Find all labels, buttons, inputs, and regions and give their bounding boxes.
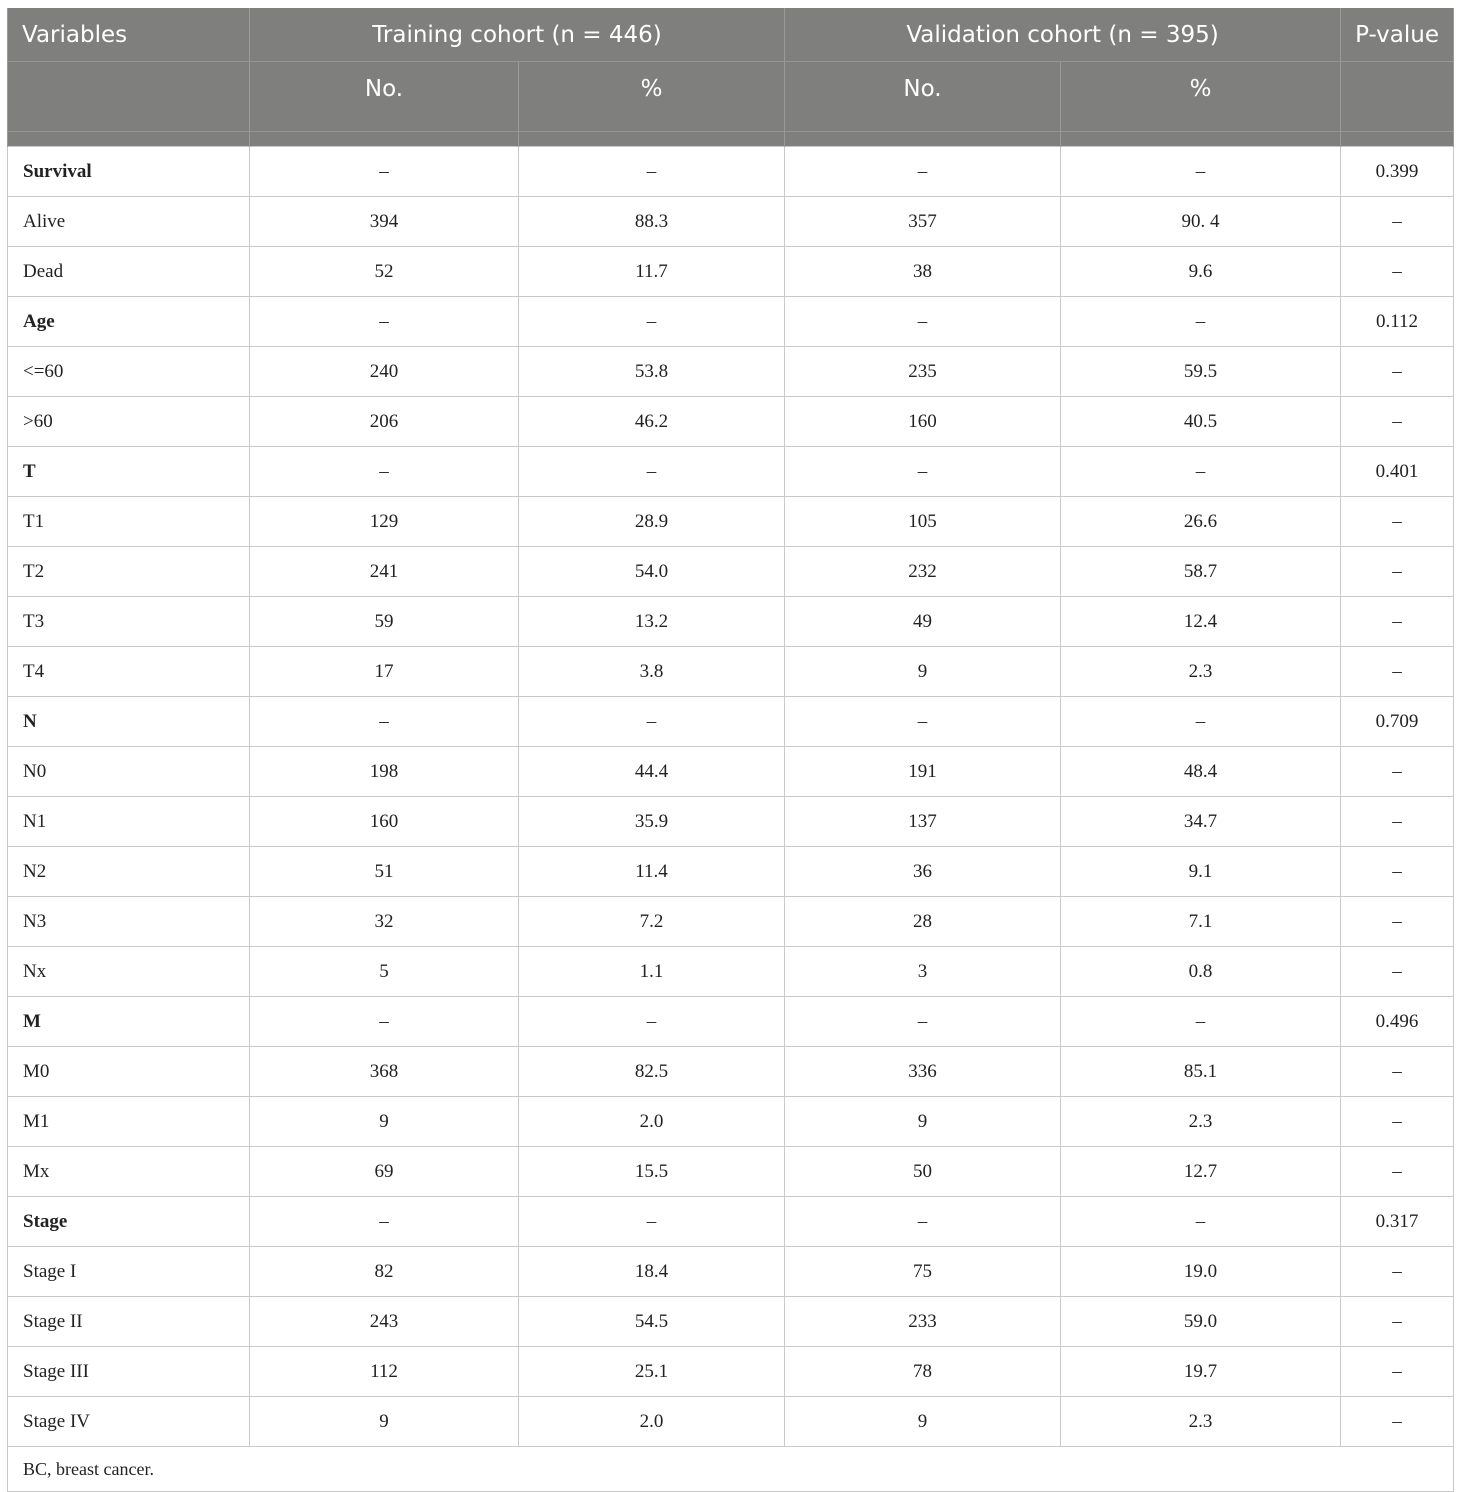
header-spacer	[1341, 132, 1454, 147]
cell-training-no: –	[250, 1197, 519, 1247]
cell-training-pct: –	[519, 997, 785, 1047]
cell-validation-no: 357	[785, 197, 1061, 247]
cell-validation-no: 9	[785, 1397, 1061, 1447]
cell-p-value: –	[1341, 597, 1454, 647]
cell-validation-no: 233	[785, 1297, 1061, 1347]
cell-validation-pct: 58.7	[1061, 547, 1341, 597]
cell-validation-pct: 12.4	[1061, 597, 1341, 647]
cell-p-value: –	[1341, 797, 1454, 847]
cell-validation-pct: 48.4	[1061, 747, 1341, 797]
cell-training-no: –	[250, 147, 519, 197]
cell-p-value: 0.112	[1341, 297, 1454, 347]
cell-training-pct: 82.5	[519, 1047, 785, 1097]
cell-validation-no: –	[785, 1197, 1061, 1247]
table-row	[8, 1297, 1454, 1347]
cell-training-no: 9	[250, 1097, 519, 1147]
header-spacer	[1061, 132, 1341, 147]
row-variable: Stage III	[8, 1347, 250, 1397]
cell-p-value: –	[1341, 547, 1454, 597]
cell-p-value: 0.496	[1341, 997, 1454, 1047]
cell-p-value: –	[1341, 247, 1454, 297]
cell-validation-no: –	[785, 697, 1061, 747]
cell-validation-pct: 7.1	[1061, 897, 1341, 947]
cell-validation-pct: 26.6	[1061, 497, 1341, 547]
row-variable: N0	[8, 747, 250, 797]
cell-validation-pct: –	[1061, 1197, 1341, 1247]
cell-training-pct: 54.5	[519, 1297, 785, 1347]
cell-validation-pct: 34.7	[1061, 797, 1341, 847]
header-validation-pct: %	[1061, 62, 1341, 132]
cell-training-pct: 18.4	[519, 1247, 785, 1297]
row-variable: T4	[8, 647, 250, 697]
cell-validation-no: 78	[785, 1347, 1061, 1397]
cell-training-no: 394	[250, 197, 519, 247]
table-row	[8, 447, 1454, 497]
cell-training-no: 241	[250, 547, 519, 597]
header-training-no: No.	[250, 62, 519, 132]
cell-training-no: 160	[250, 797, 519, 847]
table-row	[8, 1397, 1454, 1447]
cell-validation-pct: 12.7	[1061, 1147, 1341, 1197]
cell-p-value: –	[1341, 1097, 1454, 1147]
table-row	[8, 997, 1454, 1047]
row-variable: Mx	[8, 1147, 250, 1197]
table-row	[8, 297, 1454, 347]
cell-training-no: 51	[250, 847, 519, 897]
row-variable: T	[8, 447, 250, 497]
header-training-pct: %	[519, 62, 785, 132]
cell-validation-no: 9	[785, 647, 1061, 697]
row-variable: <=60	[8, 347, 250, 397]
cell-training-no: 17	[250, 647, 519, 697]
cell-training-pct: 11.7	[519, 247, 785, 297]
header-variables: Variables	[8, 8, 250, 62]
header-p-value: P-value	[1341, 8, 1454, 62]
cell-p-value: –	[1341, 747, 1454, 797]
cell-p-value: 0.317	[1341, 1197, 1454, 1247]
table-row	[8, 647, 1454, 697]
table-row	[8, 1347, 1454, 1397]
table-row	[8, 547, 1454, 597]
cell-p-value: –	[1341, 1397, 1454, 1447]
cell-training-pct: 25.1	[519, 1347, 785, 1397]
row-variable: Stage IV	[8, 1397, 250, 1447]
cell-training-no: 206	[250, 397, 519, 447]
table-row	[8, 347, 1454, 397]
cell-training-no: 129	[250, 497, 519, 547]
table-row	[8, 697, 1454, 747]
header-validation-no: No.	[785, 62, 1061, 132]
cell-validation-no: 137	[785, 797, 1061, 847]
cell-training-pct: 11.4	[519, 847, 785, 897]
row-variable: Nx	[8, 947, 250, 997]
row-variable: T3	[8, 597, 250, 647]
table-row	[8, 1097, 1454, 1147]
row-variable: M	[8, 997, 250, 1047]
cell-validation-pct: –	[1061, 447, 1341, 497]
cell-training-pct: 46.2	[519, 397, 785, 447]
cohort-characteristics-table	[7, 8, 1454, 1492]
cell-validation-pct: 19.7	[1061, 1347, 1341, 1397]
table-body	[8, 147, 1454, 1447]
cell-validation-pct: 2.3	[1061, 647, 1341, 697]
cell-validation-no: 49	[785, 597, 1061, 647]
cell-p-value: –	[1341, 1247, 1454, 1297]
cell-training-no: 112	[250, 1347, 519, 1397]
row-variable: Stage II	[8, 1297, 250, 1347]
cell-p-value: –	[1341, 1047, 1454, 1097]
cell-training-no: –	[250, 297, 519, 347]
row-variable: M0	[8, 1047, 250, 1097]
cell-validation-no: 75	[785, 1247, 1061, 1297]
cell-validation-pct: –	[1061, 697, 1341, 747]
cell-training-pct: –	[519, 447, 785, 497]
cell-validation-pct: –	[1061, 297, 1341, 347]
table-row	[8, 197, 1454, 247]
table-row	[8, 847, 1454, 897]
header-spacer	[250, 132, 519, 147]
cell-validation-pct: 9.1	[1061, 847, 1341, 897]
cell-validation-pct: 59.0	[1061, 1297, 1341, 1347]
cell-training-no: 52	[250, 247, 519, 297]
table-row	[8, 247, 1454, 297]
cell-training-pct: 2.0	[519, 1397, 785, 1447]
cell-validation-no: 9	[785, 1097, 1061, 1147]
cell-training-pct: 53.8	[519, 347, 785, 397]
cell-validation-no: 105	[785, 497, 1061, 547]
cell-validation-no: 38	[785, 247, 1061, 297]
cell-p-value: –	[1341, 497, 1454, 547]
header-spacer	[785, 132, 1061, 147]
row-variable: N2	[8, 847, 250, 897]
table-row	[8, 1047, 1454, 1097]
cell-training-no: 9	[250, 1397, 519, 1447]
table-row	[8, 1197, 1454, 1247]
cell-training-no: –	[250, 697, 519, 747]
cell-validation-no: 50	[785, 1147, 1061, 1197]
table-row	[8, 497, 1454, 547]
cell-validation-no: 336	[785, 1047, 1061, 1097]
cell-validation-pct: 40.5	[1061, 397, 1341, 447]
header-spacer	[519, 132, 785, 147]
cell-p-value: –	[1341, 1347, 1454, 1397]
table-row	[8, 797, 1454, 847]
table-row	[8, 947, 1454, 997]
table-row	[8, 897, 1454, 947]
row-variable: Dead	[8, 247, 250, 297]
cell-validation-pct: 2.3	[1061, 1397, 1341, 1447]
row-variable: Age	[8, 297, 250, 347]
table-row	[8, 397, 1454, 447]
table-footnote: BC, breast cancer.	[8, 1447, 1454, 1492]
cell-p-value: –	[1341, 897, 1454, 947]
cell-training-pct: 7.2	[519, 897, 785, 947]
cell-p-value: 0.401	[1341, 447, 1454, 497]
row-variable: N3	[8, 897, 250, 947]
table-row	[8, 1247, 1454, 1297]
cohort-table-container	[7, 8, 1453, 1492]
cell-p-value: –	[1341, 947, 1454, 997]
cell-training-no: 82	[250, 1247, 519, 1297]
cell-training-pct: 2.0	[519, 1097, 785, 1147]
row-variable: N1	[8, 797, 250, 847]
cell-training-pct: 44.4	[519, 747, 785, 797]
cell-validation-no: 36	[785, 847, 1061, 897]
cell-training-no: 59	[250, 597, 519, 647]
cell-validation-no: 235	[785, 347, 1061, 397]
cell-training-pct: –	[519, 697, 785, 747]
cell-training-pct: –	[519, 147, 785, 197]
header-validation-cohort: Validation cohort (n = 395)	[785, 8, 1341, 62]
cell-validation-no: –	[785, 447, 1061, 497]
row-variable: Stage	[8, 1197, 250, 1247]
row-variable: N	[8, 697, 250, 747]
cell-p-value: –	[1341, 1297, 1454, 1347]
cell-training-pct: 88.3	[519, 197, 785, 247]
cell-training-pct: 35.9	[519, 797, 785, 847]
cell-training-pct: 3.8	[519, 647, 785, 697]
cell-training-no: 368	[250, 1047, 519, 1097]
cell-training-pct: 15.5	[519, 1147, 785, 1197]
cell-validation-no: 160	[785, 397, 1061, 447]
row-variable: T1	[8, 497, 250, 547]
table-header	[8, 8, 1454, 147]
cell-training-no: 240	[250, 347, 519, 397]
row-variable: >60	[8, 397, 250, 447]
row-variable: Stage I	[8, 1247, 250, 1297]
cell-validation-pct: 59.5	[1061, 347, 1341, 397]
header-empty	[1341, 62, 1454, 132]
row-variable: M1	[8, 1097, 250, 1147]
cell-p-value: –	[1341, 347, 1454, 397]
cell-training-pct: 54.0	[519, 547, 785, 597]
cell-validation-pct: 0.8	[1061, 947, 1341, 997]
cell-p-value: –	[1341, 397, 1454, 447]
cell-validation-no: 3	[785, 947, 1061, 997]
cell-validation-pct: –	[1061, 997, 1341, 1047]
cell-training-pct: –	[519, 1197, 785, 1247]
cell-validation-no: 191	[785, 747, 1061, 797]
cell-validation-no: 232	[785, 547, 1061, 597]
cell-validation-pct: 85.1	[1061, 1047, 1341, 1097]
cell-training-no: 243	[250, 1297, 519, 1347]
cell-training-no: –	[250, 997, 519, 1047]
table-row	[8, 597, 1454, 647]
cell-training-pct: 28.9	[519, 497, 785, 547]
header-empty	[8, 62, 250, 132]
cell-p-value: –	[1341, 1147, 1454, 1197]
cell-validation-no: –	[785, 997, 1061, 1047]
cell-training-pct: –	[519, 297, 785, 347]
table-row	[8, 747, 1454, 797]
cell-validation-pct: –	[1061, 147, 1341, 197]
table-row	[8, 1147, 1454, 1197]
row-variable: T2	[8, 547, 250, 597]
cell-p-value: –	[1341, 197, 1454, 247]
cell-training-no: –	[250, 447, 519, 497]
cell-p-value: –	[1341, 647, 1454, 697]
cell-p-value: 0.399	[1341, 147, 1454, 197]
header-spacer	[8, 132, 250, 147]
cell-validation-no: –	[785, 297, 1061, 347]
cell-validation-pct: 90. 4	[1061, 197, 1341, 247]
cell-training-no: 198	[250, 747, 519, 797]
cell-training-no: 32	[250, 897, 519, 947]
row-variable: Survival	[8, 147, 250, 197]
header-training-cohort: Training cohort (n = 446)	[250, 8, 785, 62]
cell-p-value: –	[1341, 847, 1454, 897]
cell-p-value: 0.709	[1341, 697, 1454, 747]
cell-validation-no: –	[785, 147, 1061, 197]
cell-validation-pct: 9.6	[1061, 247, 1341, 297]
table-row	[8, 147, 1454, 197]
cell-training-no: 69	[250, 1147, 519, 1197]
row-variable: Alive	[8, 197, 250, 247]
cell-training-pct: 13.2	[519, 597, 785, 647]
cell-training-no: 5	[250, 947, 519, 997]
cell-validation-pct: 19.0	[1061, 1247, 1341, 1297]
cell-validation-pct: 2.3	[1061, 1097, 1341, 1147]
cell-validation-no: 28	[785, 897, 1061, 947]
cell-training-pct: 1.1	[519, 947, 785, 997]
